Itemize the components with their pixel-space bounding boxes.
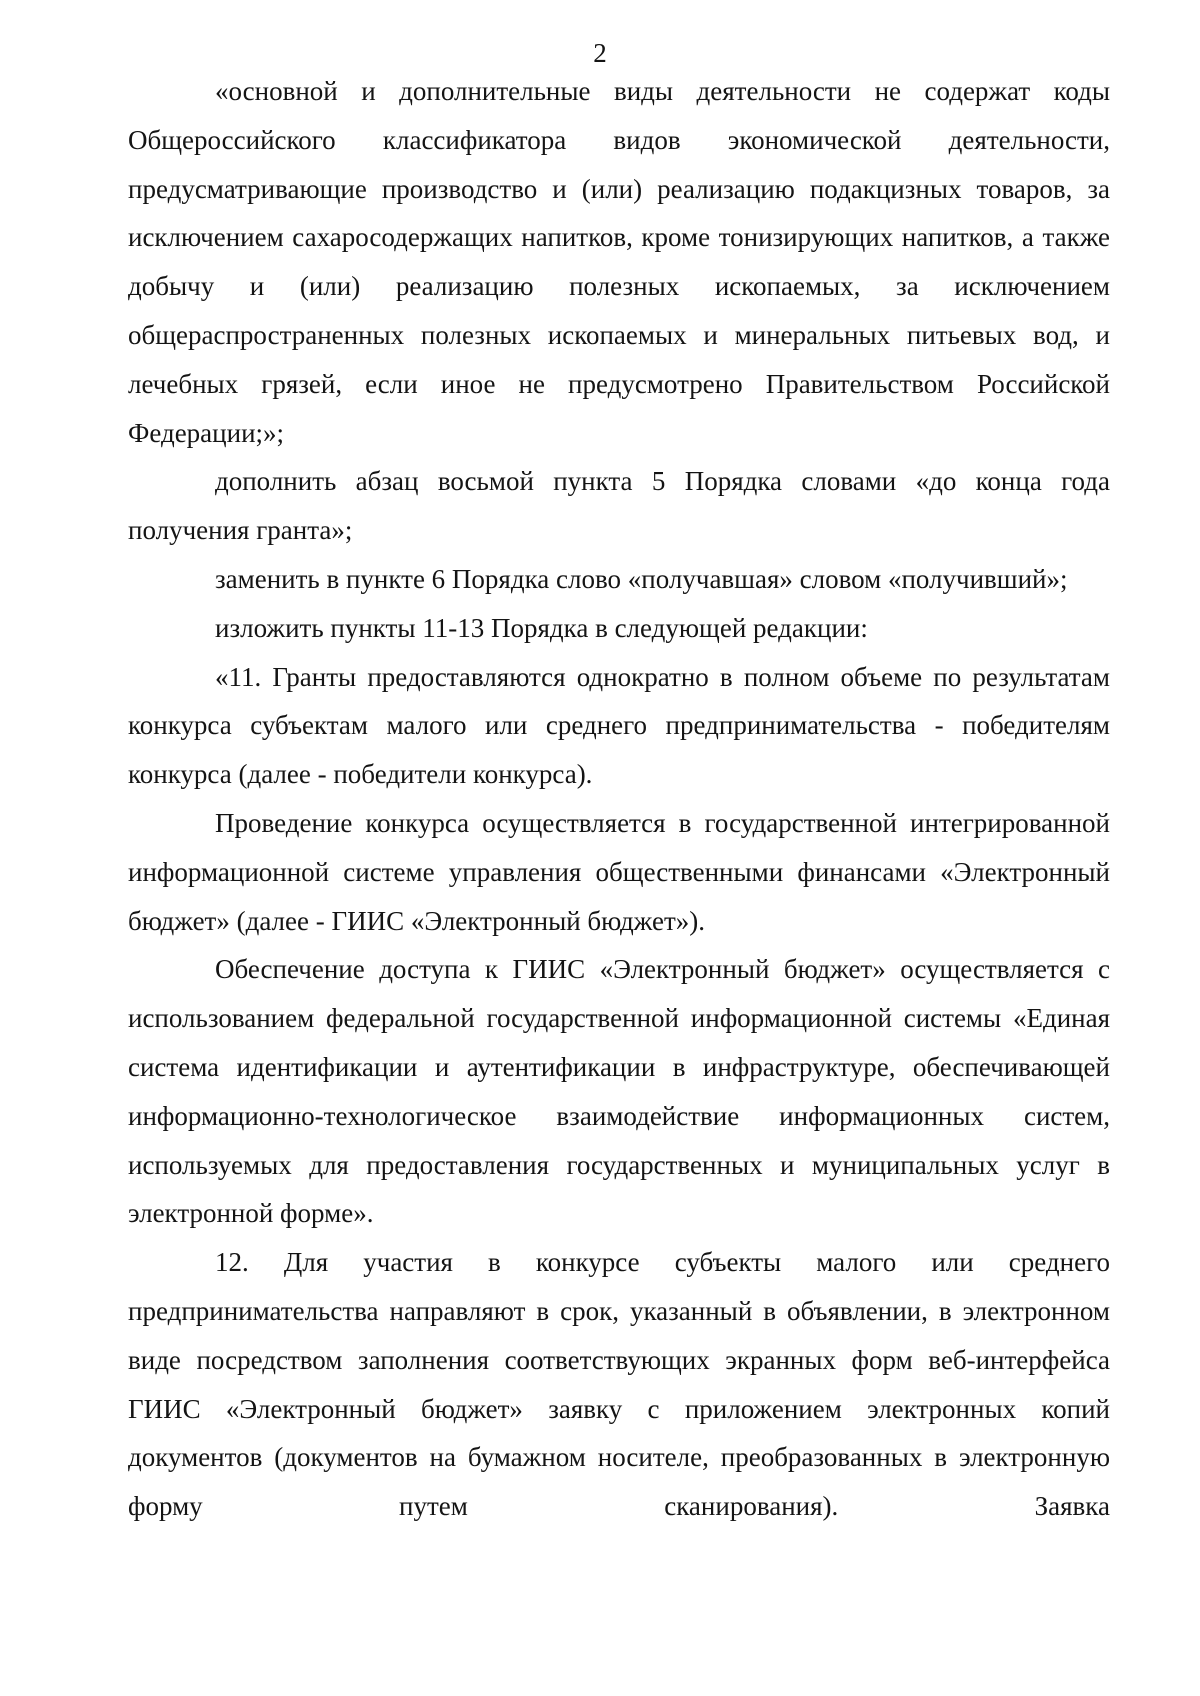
paragraph-restate-points-11-13: изложить пункты 11-13 Порядка в следующей редакции:: [215, 612, 868, 643]
document-body: [128, 67, 1110, 1531]
paragraph-point-12: 12. Для участия в конкурсе субъекты малого или среднего предпринимательства направляют в срок, указанный в объявлении, в электронном виде посредством заполнения соответствующих экранных форм веб-интерфейса ГИИС «Электронный бюджет» заявку с приложением электронных копий документов (документов на бумажном носителе, преобразованных в электронную форму путем сканирования). Заявка: [128, 1247, 1110, 1522]
paragraph-contest-system: Проведение конкурса осуществляется в государственной интегрированной информационной системе управления общественными финансами «Электронный бюджет» (далее - ГИИС «Электронный бюджет»).: [128, 807, 1110, 936]
paragraph-activity-codes: «основной и дополнительные виды деятельности не содержат коды Общероссийского классификатора видов экономической деятельности, предусматривающие производство и (или) реализацию подакцизных товаров, за исключением сахаросодержащих напитков, кроме тонизирующих напитков, а также добычу и (или) реализацию полезных ископаемых, за исключением общераспространенных полезных ископаемых и минеральных питьевых вод, и лечебных грязей, если иное не предусмотрено Правительством Российской Федерации;»;: [128, 76, 1110, 448]
paragraph-amend-point-5: дополнить абзац восьмой пункта 5 Порядка словами «до конца года получения гранта»;: [128, 466, 1110, 546]
paragraph-amend-point-6: заменить в пункте 6 Порядка слово «получавшая» словом «получивший»;: [215, 563, 1068, 594]
page-number: 2: [593, 38, 607, 68]
paragraph-access-esia: Обеспечение доступа к ГИИС «Электронный бюджет» осуществляется с использованием федеральной государственной информационной системы «Единая система идентификации и аутентификации в инфраструктуре, обеспечивающей информационно-технологическое взаимодействие информационных систем, используемых для предоставления государственных и муниципальных услуг в электронной форме».: [128, 954, 1110, 1229]
paragraph-point-11: «11. Гранты предоставляются однократно в полном объеме по результатам конкурса субъектам малого или среднего предпринимательства - победителям конкурса (далее - победители конкурса).: [128, 661, 1110, 790]
